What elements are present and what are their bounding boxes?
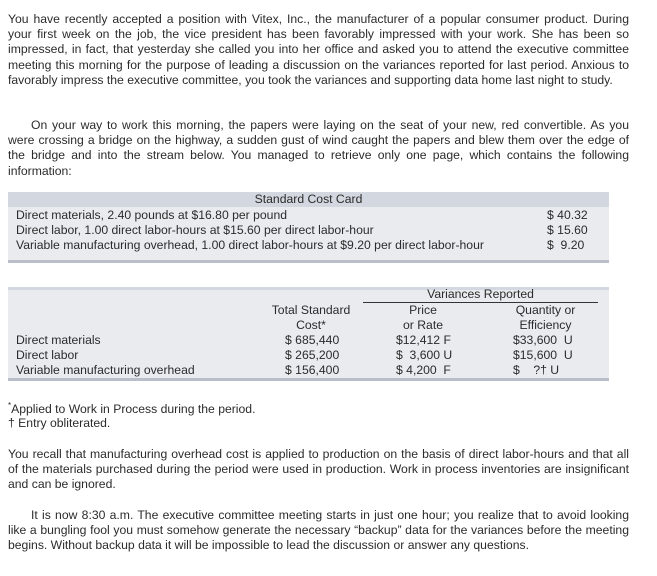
footnote-dagger-mark: † <box>8 416 15 430</box>
row-price: $ 3,600 U <box>396 348 453 362</box>
cost-card-row-description: Direct labor, 1.00 direct labor-hours at $15.60 per direct labor-hour <box>16 223 374 237</box>
cost-card-row-description: Variable manufacturing overhead, 1.00 direct labor-hours at $9.20 per direct labor-hour <box>16 238 484 252</box>
row-total: $ 685,440 <box>285 333 340 347</box>
row-qty: $15,600 U <box>513 348 573 362</box>
row-label: Variable manufacturing overhead <box>16 363 195 377</box>
standard-cost-card-title: Standard Cost Card <box>8 192 609 207</box>
variances-table-bottom-rule <box>8 378 609 381</box>
variances-group-header: Variances Reported <box>427 287 534 301</box>
cost-card-row-amount: $ 40.32 <box>547 208 588 222</box>
row-total: $ 265,200 <box>285 348 340 362</box>
paragraph-bridge: On your way to work this morning, the papers were laying on the seat of your new, red convertible. As you were crossing a bridge on the highway, a sudden gust of wind caught the papers and blew them over the edge of the bridge and into the stream below. You managed to retrieve only one page, which contains the following information: <box>8 118 629 178</box>
cost-card-row-description: Direct materials, 2.40 pounds at $16.80 per pound <box>16 208 288 222</box>
paragraph-intro: You have recently accepted a position with Vitex, Inc., the manufacturer of a popular consumer product. During your first week on the job, the vice president has been favorably impressed with your work. She has been so impressed, in fact, that yesterday she called you into her office and asked you to attend the executive committee meeting this morning for the purpose of leading a discussion on the variances reported for last period. Anxious to favorably impress the executive committee, you took the variances and supporting data home last night to study. <box>8 12 629 87</box>
col-price-header-line2: or Rate <box>403 318 443 332</box>
cost-card-row <box>16 223 597 238</box>
col-qty-header-line2: Efficiency <box>519 318 572 332</box>
cost-card-row-amount: $ 9.20 <box>547 238 585 252</box>
row-price: $12,412 F <box>396 333 451 347</box>
row-label: Direct labor <box>16 348 79 362</box>
cost-card-row <box>16 208 597 223</box>
footnote-star <box>8 398 255 417</box>
row-qty: $ ?† U <box>513 363 560 377</box>
col-price-header-line1: Price <box>409 303 437 317</box>
row-price: $ 4,200 F <box>396 363 451 377</box>
col-qty-header-line1: Quantity or <box>515 303 576 317</box>
cost-card-bottom-rule <box>8 260 609 263</box>
standard-cost-card <box>8 192 609 263</box>
variances-table <box>8 287 609 381</box>
footnote-star-mark: * <box>8 401 12 410</box>
paragraph-overhead: You recall that manufacturing overhead cost is applied to production on the basis of direct labor-hours and that all of the materials purchased during the period were used in production. Work in process inventories are insignificant and can be ignored. <box>8 447 629 492</box>
row-label: Direct materials <box>16 333 101 347</box>
footnote-dagger <box>8 416 110 431</box>
footnote-star-text: Applied to Work in Process during the period. <box>11 402 256 417</box>
col-total-header-line2: Cost* <box>296 318 326 332</box>
row-qty: $33,600 U <box>513 333 573 347</box>
cost-card-row <box>16 238 597 253</box>
paragraph-meeting: It is now 8:30 a.m. The executive committee meeting starts in just one hour; you realize that to avoid looking like a bungling fool you must somehow generate the necessary “backup” data for the variances before the meeting begins. Without backup data it will be impossible to lead the discussion or answer any questions. <box>8 508 629 553</box>
cost-card-row-amount: $ 15.60 <box>547 223 588 237</box>
footnote-dagger-text: Entry obliterated. <box>14 416 111 430</box>
row-total: $ 156,400 <box>285 363 340 377</box>
col-total-header-line1: Total Standard <box>271 303 351 317</box>
